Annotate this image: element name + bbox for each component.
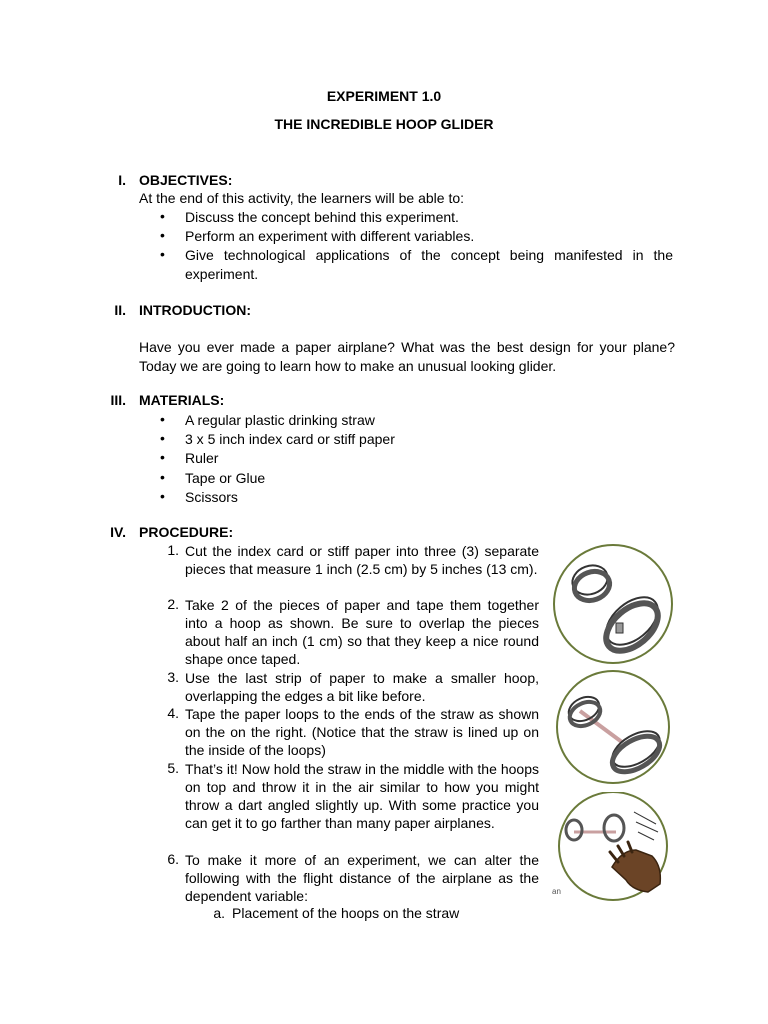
section-heading-introduction: INTRODUCTION:: [139, 302, 251, 318]
procedure-step: To make it more of an experiment, we can alter the following with the flight distance of the airplane as the dependent variable:: [185, 852, 539, 904]
material-item: 3 x 5 inch index card or stiff paper: [185, 431, 395, 447]
bullet-icon: •: [160, 227, 165, 243]
objective-item: Give technological applications of the concept being manifested in the experiment.: [185, 247, 673, 282]
figure-caption: an: [552, 887, 561, 896]
bullet-icon: •: [160, 208, 165, 224]
procedure-step: Cut the index card or stiff paper into three (3) separate pieces that measure 1 inch (2.5 cm) by 5 inches (13 cm).: [185, 543, 539, 577]
step-number: 4.: [167, 705, 179, 721]
bullet-icon: •: [160, 246, 165, 262]
material-item: A regular plastic drinking straw: [185, 412, 375, 428]
section-number-introduction: II.: [114, 302, 126, 318]
bullet-icon: •: [160, 469, 165, 485]
glider-assembly-illustration: [552, 669, 674, 785]
section-heading-procedure: PROCEDURE:: [139, 524, 234, 540]
section-number-procedure: IV.: [110, 524, 126, 540]
introduction-text: Have you ever made a paper airplane? What was the best design for your plane? Today we are going to learn how to make an unusual looking glider.: [139, 339, 675, 374]
sub-item-letter: a.: [213, 905, 225, 921]
procedure-step: Use the last strip of paper to make a smaller hoop, overlapping the edges a bit like before.: [185, 670, 539, 704]
bullet-icon: •: [160, 411, 165, 427]
bullet-icon: •: [160, 430, 165, 446]
hoops-illustration: [552, 543, 674, 665]
experiment-number: EXPERIMENT 1.0: [326, 88, 442, 104]
sub-item-text: Placement of the hoops on the straw: [232, 905, 460, 921]
section-heading-objectives: OBJECTIVES:: [139, 172, 233, 188]
objective-item: Perform an experiment with different variables.: [185, 228, 475, 244]
objective-item: Discuss the concept behind this experiment.: [185, 209, 459, 225]
section-heading-materials: MATERIALS:: [139, 392, 225, 408]
bullet-icon: •: [160, 449, 165, 465]
material-item: Scissors: [185, 489, 238, 505]
material-item: Tape or Glue: [185, 470, 266, 486]
bullet-icon: •: [160, 488, 165, 504]
page-title: THE INCREDIBLE HOOP GLIDER: [274, 116, 494, 132]
procedure-step: That’s it! Now hold the straw in the middle with the hoops on top and throw it in the air similar to how you might throw a dart angled slightly up. With some practice you can get it to go farther than many paper airplanes.: [185, 761, 539, 831]
procedure-step: Take 2 of the pieces of paper and tape them together into a hoop as shown. Be sure to overlap the pieces about half an inch (1 cm) so that they keep a nice round shape once taped.: [185, 597, 539, 667]
throwing-glider-illustration: [552, 792, 674, 902]
step-number: 5.: [167, 760, 179, 776]
step-number: 1.: [167, 542, 179, 558]
procedure-step: Tape the paper loops to the ends of the straw as shown on the on the right. (Notice that the straw is lined up on the inside of the loops): [185, 706, 539, 758]
step-number: 6.: [167, 851, 179, 867]
step-number: 3.: [167, 669, 179, 685]
step-number: 2.: [167, 596, 179, 612]
section-number-objectives: I.: [118, 172, 126, 188]
material-item: Ruler: [185, 450, 219, 466]
objectives-intro: At the end of this activity, the learners will be able to:: [139, 190, 465, 206]
section-number-materials: III.: [110, 392, 126, 408]
